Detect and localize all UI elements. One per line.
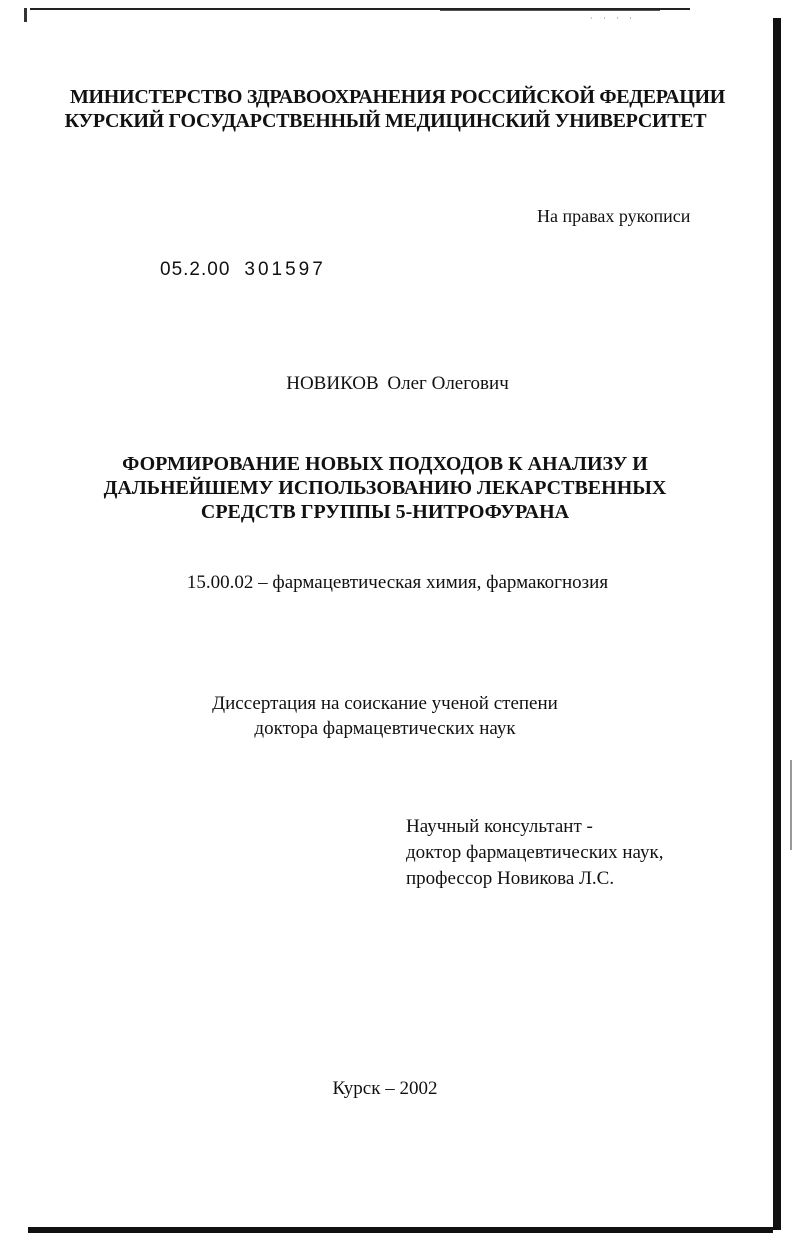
scan-mark-left (24, 8, 27, 22)
degree-line: Диссертация на соискание ученой степени (212, 693, 558, 714)
scan-edge-right (773, 18, 781, 1230)
specialty-code: 15.00.02 – фармацевтическая химия, фармакогнозия (186, 572, 609, 593)
consultant-line: профессор Новикова Л.С. (406, 868, 615, 889)
ministry-heading: МИНИСТЕРСТВО ЗДРАВООХРАНЕНИЯ РОССИЙСКОЙ ФЕДЕРАЦИИ (69, 86, 726, 108)
scan-edge-bottom (28, 1227, 773, 1233)
consultant-line: Научный консультант - (406, 816, 593, 837)
author-name (0, 373, 795, 395)
scan-edge-top-secondary (440, 10, 660, 11)
manuscript-note: На правах рукописи (537, 206, 691, 226)
archive-stamp-number: 301597 (244, 259, 326, 280)
title-line: ФОРМИРОВАНИЕ НОВЫХ ПОДХОДОВ К АНАЛИЗУ И (122, 453, 648, 475)
author-given-names: Олег Олегович (387, 373, 509, 394)
dissertation-title (60, 452, 710, 524)
degree-statement (185, 691, 585, 741)
title-line: СРЕДСТВ ГРУППЫ 5-НИТРОФУРАНА (200, 501, 570, 523)
author-surname: НОВИКОВ (286, 373, 379, 394)
scan-edge-right-thin (790, 760, 792, 850)
place-year: Курск – 2002 (332, 1078, 438, 1099)
archive-stamp (160, 259, 326, 281)
consultant-line: доктор фармацевтических наук, (406, 842, 664, 863)
degree-line: доктора фармацевтических наук (254, 718, 516, 739)
title-line: ДАЛЬНЕЙШЕМУ ИСПОЛЬЗОВАНИЮ ЛЕКАРСТВЕННЫХ (103, 477, 667, 499)
scan-noise: · · · · (590, 14, 636, 23)
university-heading: КУРСКИЙ ГОСУДАРСТВЕННЫЙ МЕДИЦИНСКИЙ УНИВЕРСИТЕТ (64, 110, 707, 132)
scientific-consultant (406, 814, 663, 892)
archive-stamp-code: 05.2.00 (160, 259, 231, 280)
